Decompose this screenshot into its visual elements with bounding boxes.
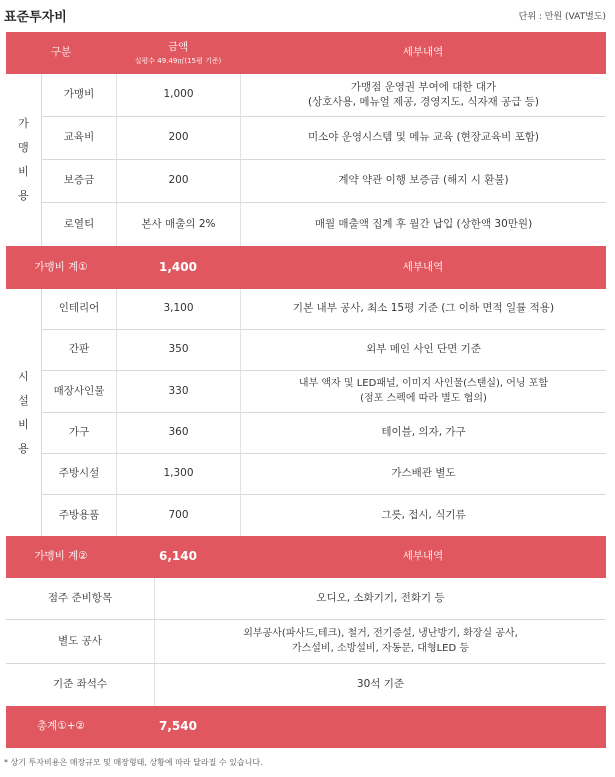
extra-item: 기준 좌석수 — [52, 678, 108, 691]
row-detail: 테이블, 의자, 가구 — [240, 413, 606, 453]
row-amount: 1,300 — [116, 454, 240, 494]
subtotal-amount: 6,140 — [159, 549, 197, 564]
row-amount: 360 — [116, 413, 240, 453]
subtotal-row-2 — [6, 536, 606, 578]
table-row — [42, 495, 606, 536]
row-item: 인테리어 — [58, 302, 100, 315]
row-detail: 그릇, 접시, 식기류 — [240, 495, 606, 536]
section-label-char: 비 — [18, 165, 29, 178]
header-amount-sub: 실평수 49.49㎡(15평 기준) — [134, 57, 222, 66]
row-detail: 계약 약관 이행 보증금 (해지 시 환불) — [240, 160, 606, 202]
subtotal-label: 가맹비 계② — [34, 550, 88, 563]
header-amount-label: 금액 — [167, 40, 189, 53]
row-item: 교육비 — [63, 131, 95, 144]
header-amount — [116, 32, 240, 74]
page-title: 표준투자비 — [4, 10, 67, 25]
footnote: * 상기 투자비용은 매장규모 및 매장형태, 상황에 따라 달라질 수 있습니다. — [4, 758, 263, 767]
extra-detail: 30석 기준 — [154, 664, 606, 706]
table-row — [42, 413, 606, 454]
row-item: 간판 — [68, 343, 90, 356]
row-detail-line: 내부 액자 및 LED패널, 이미지 사인물(스탠실), 어닝 포함 — [298, 378, 549, 389]
row-item: 보증금 — [63, 174, 95, 187]
table-row — [42, 117, 606, 160]
section-label-char: 맹 — [18, 141, 29, 154]
section-label-char: 가 — [18, 117, 29, 130]
section-label-char: 용 — [18, 441, 29, 455]
row-item: 로열티 — [63, 217, 95, 230]
subtotal-detail: 세부내역 — [402, 550, 444, 563]
extra-row — [6, 578, 606, 620]
subtotal-amount: 1,400 — [159, 259, 197, 274]
row-detail: 매월 매출액 집계 후 월간 납입 (상한액 30만원) — [240, 203, 606, 246]
row-item: 매장사인물 — [53, 384, 105, 397]
row-detail — [240, 371, 606, 412]
table-header — [6, 32, 606, 74]
row-detail-line: (상호사용, 메뉴얼 제공, 경영지도, 식자재 공급 등) — [308, 96, 539, 108]
row-detail: 미소야 운영시스템 및 메뉴 교육 (현장교육비 포함) — [240, 117, 606, 159]
subtotal-label: 가맹비 계① — [34, 260, 88, 273]
header-category: 구분 — [50, 46, 72, 59]
row-amount: 1,000 — [116, 74, 240, 116]
row-detail: 기본 내부 공사, 최소 15평 기준 (그 이하 면적 일률 적용) — [240, 289, 606, 329]
table-row — [42, 74, 606, 117]
table-row — [42, 203, 606, 246]
row-detail: 가스배관 별도 — [240, 454, 606, 494]
row-item: 주방용품 — [58, 508, 100, 521]
header-detail: 세부내역 — [402, 46, 444, 59]
section-label-franchise — [6, 74, 42, 246]
section-label-facility — [6, 289, 42, 536]
row-detail: 외부 메인 사인 단면 기준 — [240, 330, 606, 370]
row-amount: 330 — [116, 371, 240, 412]
total-amount: 7,540 — [159, 719, 197, 734]
row-detail — [240, 74, 606, 116]
section-label-char: 용 — [18, 189, 29, 202]
unit-label: 단위 : 만원 (VAT별도) — [518, 12, 606, 22]
row-amount: 700 — [116, 495, 240, 536]
row-amount: 350 — [116, 330, 240, 370]
extra-row — [6, 620, 606, 664]
table-row — [42, 454, 606, 495]
table-row — [42, 371, 606, 413]
row-amount: 200 — [116, 117, 240, 159]
total-row — [6, 706, 606, 748]
extra-detail-line: 가스설비, 소방설비, 자동문, 대형LED 등 — [291, 642, 470, 654]
row-item: 주방시설 — [58, 467, 100, 480]
row-amount: 본사 매출의 2% — [116, 203, 240, 246]
table-row — [42, 330, 606, 371]
section-label-char: 설 — [18, 393, 29, 407]
extra-detail-line: 외부공사(파사드,테크), 철거, 전기증설, 냉난방기, 화장실 공사, — [243, 628, 518, 639]
subtotal-detail: 세부내역 — [402, 260, 444, 273]
table-row — [42, 160, 606, 203]
row-amount: 3,100 — [116, 289, 240, 329]
row-detail-line: (점포 스펙에 따라 별도 협의) — [360, 392, 487, 404]
extra-detail: 오디오, 소화기기, 전화기 등 — [154, 578, 606, 619]
total-label: 총계①+② — [37, 720, 85, 733]
section-label-char: 비 — [18, 417, 29, 431]
extra-item: 점주 준비항목 — [47, 591, 113, 604]
row-item: 가맹비 — [63, 88, 95, 101]
row-amount: 200 — [116, 160, 240, 202]
subtotal-row-1 — [6, 246, 606, 289]
section-label-char: 시 — [18, 369, 29, 383]
extra-row — [6, 664, 606, 706]
row-detail-line: 가맹점 운영권 부여에 대한 대가 — [350, 80, 497, 93]
row-item: 가구 — [68, 426, 90, 439]
extra-item: 별도 공사 — [58, 634, 102, 647]
table-row — [42, 289, 606, 330]
extra-detail — [154, 620, 606, 663]
